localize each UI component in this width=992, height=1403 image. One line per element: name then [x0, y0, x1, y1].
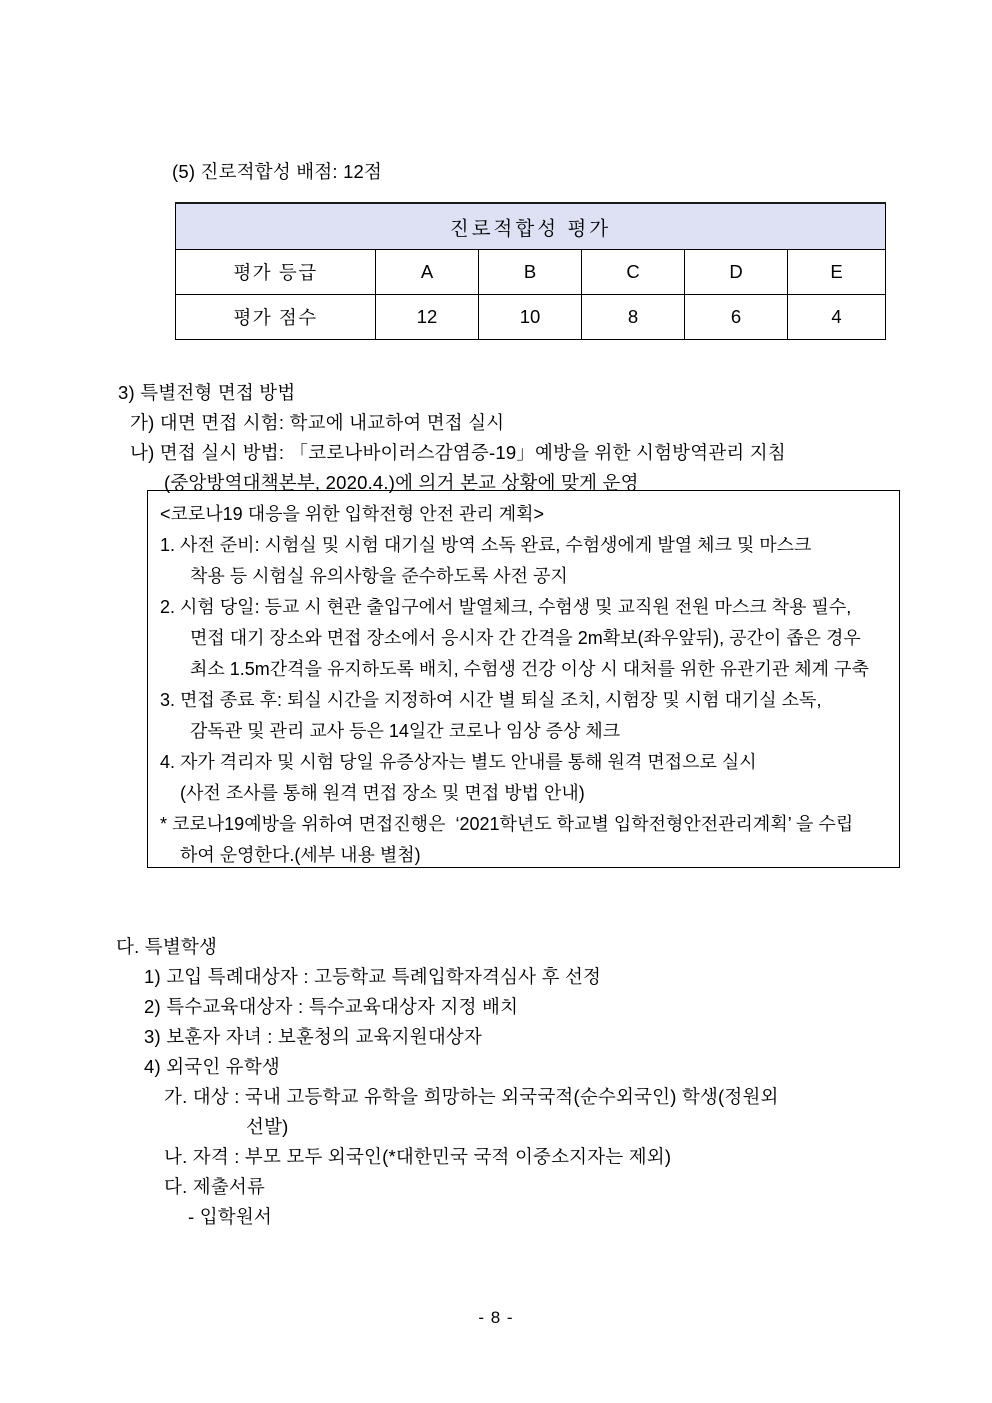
section-da-heading: 다. 특별학생: [116, 936, 218, 957]
score-table: [175, 202, 886, 340]
section-3-item-na-cont: (중앙방역대책본부, 2020.4.)에 의거 본교 상황에 맞게 운영: [164, 472, 639, 493]
plan-item-1-line-2: 착용 등 시험실 유의사항을 준수하도록 사전 공지: [190, 566, 568, 586]
section-5-heading: (5) 진로적합성 배점: 12점: [172, 161, 383, 182]
plan-note-line-1: * 코로나19예방을 위하여 면접진행은 ‘2021학년도 학교별 입학전형안전관리계획’ 을 수립: [160, 814, 854, 834]
section-da-sub-ga: 가. 대상 : 국내 고등학교 유학을 희망하는 외국국적(순수외국인) 학생(정원외: [164, 1086, 779, 1107]
table-row: [176, 295, 886, 340]
section-da-item-2: 2) 특수교육대상자 : 특수교육대상자 지정 배치: [144, 996, 519, 1017]
score-cell-d: 6: [685, 295, 788, 340]
plan-box-title: <코로나19 대응을 위한 입학전형 안전 관리 계획>: [160, 504, 545, 524]
score-table-container: [175, 202, 885, 340]
plan-item-1-line-1: 1. 사전 준비: 시험실 및 시험 대기실 방역 소독 완료, 수험생에게 발열 체크 및 마스크: [160, 535, 812, 555]
grade-cell-d: D: [685, 250, 788, 295]
section-da-item-1: 1) 고입 특례대상자 : 고등학교 특례입학자격심사 후 선정: [144, 966, 602, 987]
plan-note-line-2: 하여 운영한다.(세부 내용 별첨): [180, 845, 421, 865]
section-da-sub-na: 나. 자격 : 부모 모두 외국인(*대한민국 국적 이중소지자는 제외): [164, 1146, 672, 1167]
plan-item-4-line-2: (사전 조사를 통해 원격 면접 장소 및 면접 방법 안내): [180, 783, 585, 803]
score-table-title: 진로적합성 평가: [176, 203, 886, 250]
plan-item-2-line-2: 면접 대기 장소와 면접 장소에서 응시자 간 간격을 2m확보(좌우앞뒤), 공간이 좁은 경우: [190, 628, 861, 648]
score-row-label: 평가 점수: [176, 295, 376, 340]
grade-row-label: 평가 등급: [176, 250, 376, 295]
grade-cell-e: E: [788, 250, 886, 295]
grade-cell-b: B: [479, 250, 582, 295]
plan-item-4-line-1: 4. 자가 격리자 및 시험 당일 유증상자는 별도 안내를 통해 원격 면접으로 실시: [160, 752, 757, 772]
section-da-sub-ga-cont: 선발): [246, 1116, 289, 1137]
section-3-item-ga: 가) 대면 면접 시험: 학교에 내교하여 면접 실시: [130, 412, 505, 433]
plan-item-3-line-2: 감독관 및 관리 교사 등은 14일간 코로나 임상 증상 체크: [190, 721, 621, 741]
section-da-sub-da: 다. 제출서류: [164, 1176, 266, 1197]
grade-cell-c: C: [582, 250, 685, 295]
score-cell-a: 12: [376, 295, 479, 340]
section-3-item-na: 나) 면접 실시 방법: 「코로나바이러스감염증-19」예방을 위한 시험방역관리 지침: [130, 442, 786, 463]
score-table-title-row: [176, 203, 886, 250]
section-da-item-3: 3) 보훈자 자녀 : 보훈청의 교육지원대상자: [144, 1026, 483, 1047]
score-cell-e: 4: [788, 295, 886, 340]
covid-plan-box: [147, 490, 900, 868]
table-row: [176, 250, 886, 295]
section-da-sub-da-doc-1: - 입학원서: [188, 1206, 272, 1227]
score-cell-b: 10: [479, 295, 582, 340]
plan-item-3-line-1: 3. 면접 종료 후: 퇴실 시간을 지정하여 시간 별 퇴실 조치, 시험장 및 시험 대기실 소독,: [160, 690, 822, 710]
plan-item-2-line-3: 최소 1.5m간격을 유지하도록 배치, 수험생 건강 이상 시 대처를 위한 유관기관 체계 구축: [190, 659, 869, 679]
score-cell-c: 8: [582, 295, 685, 340]
page-number: - 8 -: [478, 1308, 514, 1327]
section-3-heading: 3) 특별전형 면접 방법: [118, 382, 296, 403]
section-da-group: [116, 932, 779, 1232]
grade-cell-a: A: [376, 250, 479, 295]
section-5-heading-group: [172, 157, 382, 187]
section-3-group: [118, 378, 786, 498]
section-da-item-4: 4) 외국인 유학생: [144, 1056, 280, 1077]
plan-item-2-line-1: 2. 시험 당일: 등교 시 현관 출입구에서 발열체크, 수험생 및 교직원 전원 마스크 착용 필수,: [160, 597, 852, 617]
